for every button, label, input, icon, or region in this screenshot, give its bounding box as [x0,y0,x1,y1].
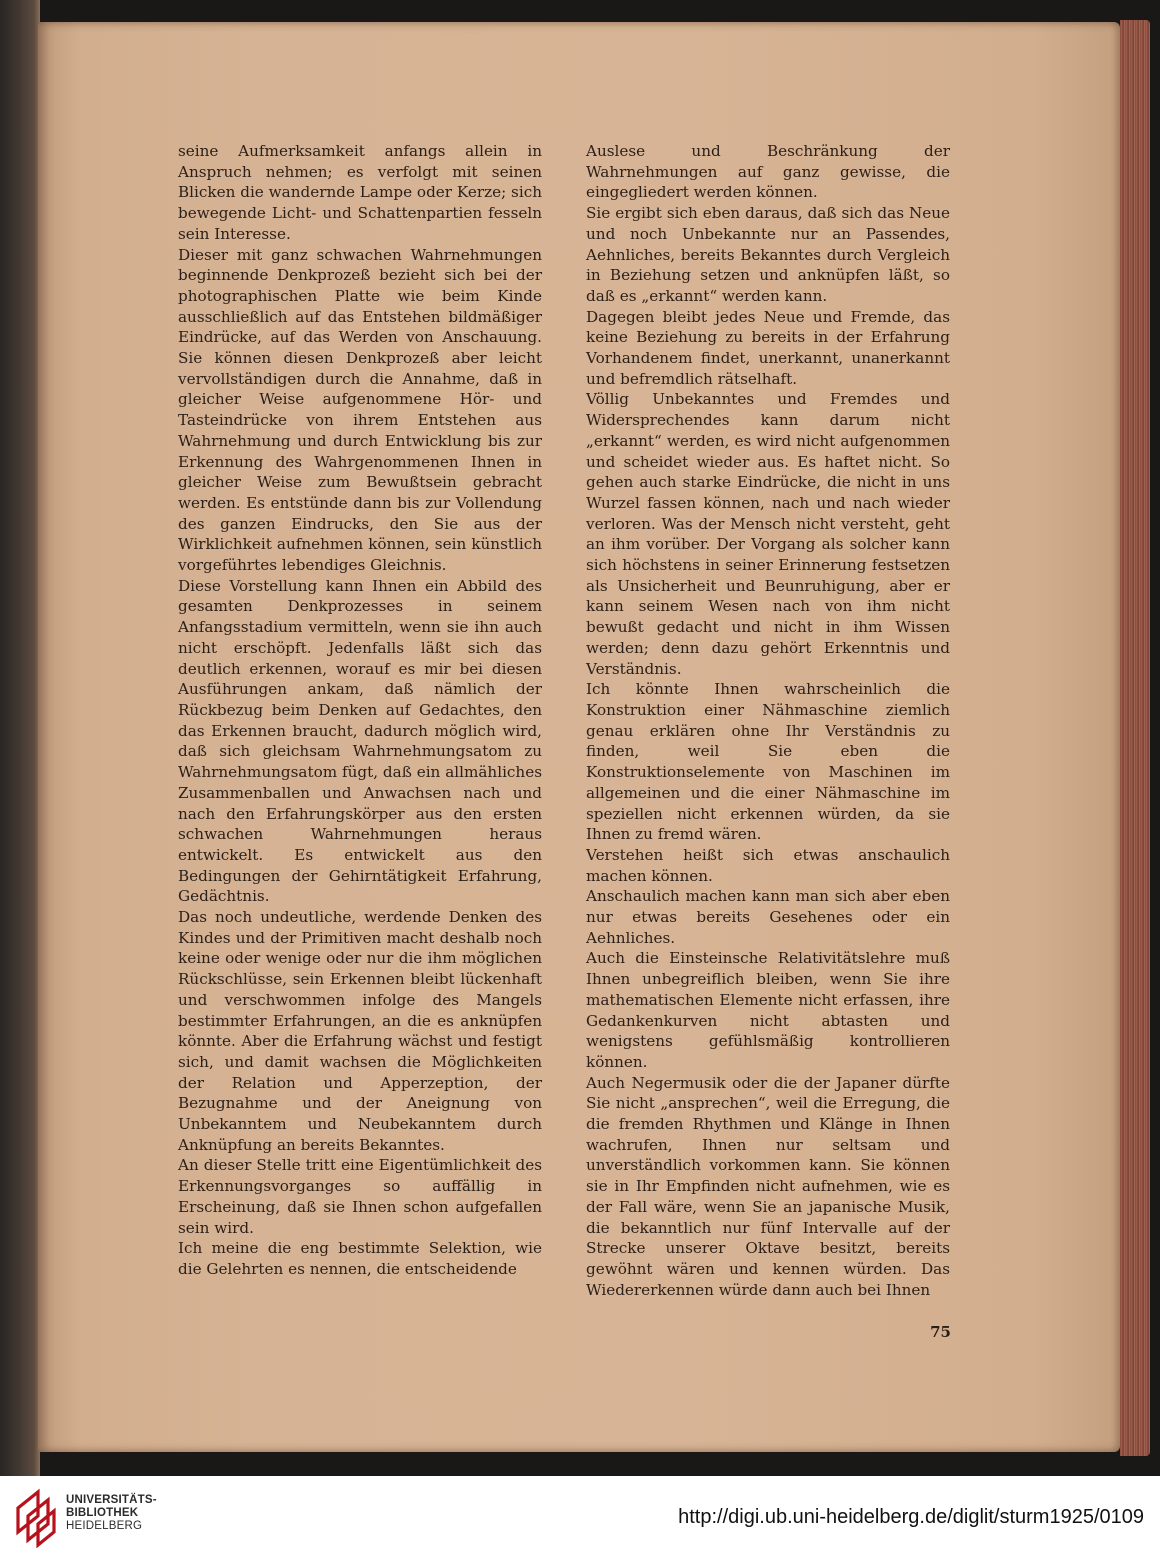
paragraph: Sie ergibt sich eben daraus, daß sich das Neue und noch Unbekannte nur an Passendes, Aehnliches, bereits Bekanntes durch Vergleich in Beziehung setzen und anknüpfen läßt, so daß es „erkannt“ werden kann. [586,204,950,305]
paragraph: Ich meine die eng bestimmte Selektion, wie die Gelehrten es nennen, die entscheidende [178,1239,542,1278]
book-spine [0,0,40,1476]
paragraph: Ich könnte Ihnen wahrscheinlich die Konstruktion einer Nähmaschine ziemlich genau erklären ohne Ihr Verständnis zu finden, weil Sie eben die Konstruktionselemente von Maschinen im allgemeinen und die einer Nähmaschine im speziellen nicht erkennen würden, da sie Ihnen zu fremd wären. [586,680,950,844]
paragraph: Diese Vorstellung kann Ihnen ein Abbild des gesamten Denkprozesses in seinem Anfangsstadium vermitteln, wenn sie ihn auch nicht erschöpft. Jedenfalls läßt sich das deutlich erkennen, worauf es mir bei diesen Ausführungen ankam, daß nämlich der Rückbezug beim Denken auf Gedachtes, den das Erkennen braucht, dadurch möglich wird, daß sich gleichsam Wahrnehmungsatom zu Wahrnehmungsatom fügt, daß ein allmähliches Zusammenballen und Anwachsen nach und nach den Erfahrungskörper aus den ersten schwachen Wahrnehmungen heraus entwickelt. Es entwickelt aus den Bedingungen der Gehirntätigkeit Erfahrung, Gedächtnis. [178,576,542,906]
paragraph: Das noch undeutliche, werdende Denken des Kindes und der Primitiven macht deshalb noch keine oder wenige oder nur die ihm möglichen Rückschlüsse, sein Erkennen bleibt lückenhaft und verschwommen infolge des Mangels bestimmter Erfahrungen, an die es anknüpfen könnte. Aber die Erfahrung wächst und festigt sich, und damit wachsen die Möglichkeiten der Relation und Apperzeption, der Bezugnahme und der Aneignung von Unbekanntem und Neubekanntem durch Anknüpfung an bereits Bekanntes. [178,908,542,1154]
paragraph: An dieser Stelle tritt eine Eigentümlichkeit des Erkennungsvorganges so auffällig in Erscheinung, daß sie Ihnen schon aufgefallen sein wird. [178,1156,542,1237]
library-name-line: BIBLIOTHEK [66,1507,139,1519]
paragraph: Dieser mit ganz schwachen Wahrnehmungen beginnende Denkprozeß bezieht sich bei der photographischen Platte wie beim Kinde ausschließlich auf das Entstehen bildmäßiger Eindrücke, auf das Werden von Anschauung. Sie können diesen Denkprozeß aber leicht vervollständigen durch die Annahme, daß in gleicher Weise aufgenommene Hör- und Tasteindrücke von ihrem Entstehen aus Wahrnehmung und durch Entwicklung bis zur Erkennung des Wahrgenommenen Ihnen in gleicher Weise zum Bewußtsein gebracht werden. Es entstünde dann bis zur Vollendung des ganzen Eindrucks, den Sie aus der Wirklichkeit aufnehmen können, sein künstlich vorgeführtes lebendiges Gleichnis. [178,245,542,575]
library-name-line: HEIDELBERG [66,1520,143,1532]
paragraph: Auch Negermusik oder die der Japaner dürfte Sie nicht „ansprechen“, weil die Erregung, die die fremden Rhythmen und Klänge in Ihnen wachrufen, Ihnen nur seltsam und unverständlich vorkommen kann. Sie können sie in Ihr Empfinden nicht aufnehmen, wie es der Fall wäre, wenn Sie an japanische Musik, die bekanntlich nur fünf Intervalle auf der Strecke unserer Oktave besitzt, bereits gewöhnt wären und kennen würden. Das Wiedererkennen würde dann auch bei Ihnen [586,1073,950,1299]
page-edges [1120,20,1150,1456]
paragraph: Auch die Einsteinsche Relativitätslehre muß Ihnen unbegreiflich bleiben, wenn Sie ihre mathematischen Elemente nicht erfassen, ihre Gedankenkurven nicht abtasten und wenigstens gefühlsmäßig kontrollieren können. [586,949,950,1071]
paragraph: Dagegen bleibt jedes Neue und Fremde, das keine Beziehung zu bereits in der Erfahrung Vorhandenem findet, unerkannt, unanerkannt und befremdlich rätselhaft. [586,307,950,388]
document-url-link[interactable]: http://digi.ub.uni-heidelberg.de/diglit/sturm1925/0109 [678,1506,1144,1528]
viewer-footer [0,1476,1160,1558]
paragraph: Auslese und Beschränkung der Wahrnehmungen auf ganz gewisse, die eingegliedert werden können. [586,142,950,202]
paragraph: seine Aufmerksamkeit anfangs allein in Anspruch nehmen; es verfolgt mit seinen Blicken die wandernde Lampe oder Kerze; sich bewegende Licht- und Schattenpartien fesseln sein Interesse. [178,142,542,243]
text-column-right [586,141,950,1300]
page-number: 75 [930,1323,951,1341]
university-library-logo-icon[interactable] [14,1486,58,1548]
paragraph: Verstehen heißt sich etwas anschaulich machen können. [586,845,950,885]
text-column-left [178,141,542,1280]
paragraph: Völlig Unbekanntes und Fremdes und Widersprechendes kann darum nicht „erkannt“ werden, es wird nicht aufgenommen und scheidet wieder aus. Es haftet nicht. So gehen auch starke Eindrücke, die nicht in uns Wurzel fassen können, nach und nach wieder verloren. Was der Mensch nicht versteht, geht an ihm vorüber. Der Vorgang als solcher kann sich höchstens in seiner Erinnerung festsetzen als Unsicherheit und Beunruhigung, aber er kann seinem Wesen nach von ihm nicht bewußt gedacht und nicht in ihm Wissen werden; denn dazu gehört Erkenntnis und Verständnis. [586,390,950,678]
library-name [66,1494,157,1533]
paragraph: Anschaulich machen kann man sich aber eben nur etwas bereits Gesehenes oder ein Aehnliches. [586,887,950,947]
library-name-line: UNIVERSITÄTS- [66,1494,157,1506]
